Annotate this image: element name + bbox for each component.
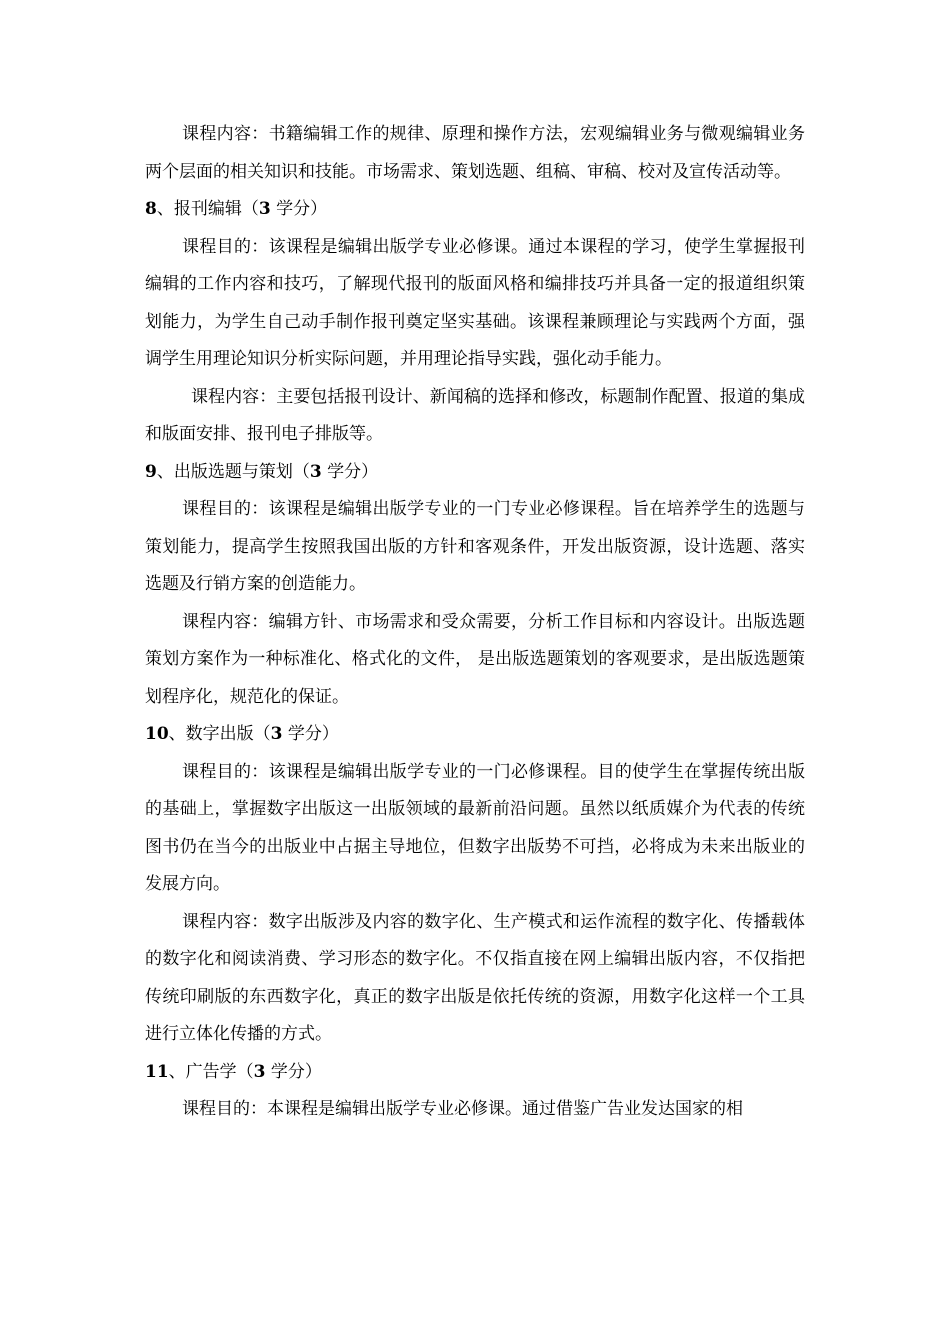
section-title: 、出版选题与策划（ xyxy=(156,461,310,482)
credit-number: 3 xyxy=(270,724,283,744)
paragraph-digital-publishing-content: 课程内容：数字出版涉及内容的数字化、生产模式和运作流程的数字化、传播载体的数字化和阅读消费、学习形态的数字化。不仅指直接在网上编辑出版内容，不仅指把传统印刷版的东西数字化，真正的数字出版是依托传统的资源，用数字化这样一个工具进行立体化传播的方式。 xyxy=(145,911,805,1044)
credit-unit: 学分） xyxy=(276,199,328,219)
credit-unit: 学分） xyxy=(287,724,339,744)
section-number: 11 xyxy=(145,1061,169,1082)
section-heading-10 xyxy=(145,716,805,754)
section-title: 、报刊编辑（ xyxy=(156,199,259,219)
document-body xyxy=(145,116,805,1129)
paragraph-advertising-purpose: 课程目的：本课程是编辑出版学专业必修课。通过借鉴广告业发达国家的相 xyxy=(182,1099,743,1119)
paragraph-digital-publishing-purpose: 课程目的：该课程是编辑出版学专业的一门必修课程。目的使学生在掌握传统出版的基础上，掌握数字出版这一出版领域的最新前沿问题。虽然以纸质媒介为代表的传统图书仍在当今的出版业中占据主导地位，但数字出版势不可挡，必将成为未来出版业的发展方向。 xyxy=(145,761,805,894)
credit-number: 3 xyxy=(253,1061,266,1082)
section-number: 9 xyxy=(145,461,157,482)
paragraph-book-editing-content: 课程内容：书籍编辑工作的规律、原理和操作方法，宏观编辑业务与微观编辑业务两个层面的相关知识和技能。市场需求、策划选题、组稿、审稿、校对及宣传活动等。 xyxy=(145,124,805,182)
credit-number: 3 xyxy=(258,199,271,219)
credit-unit: 学分） xyxy=(270,1061,322,1082)
paragraph-newspaper-editing-content: 课程内容：主要包括报刊设计、新闻稿的选择和修改，标题制作配置、报道的集成和版面安排、报刊电子排版等。 xyxy=(145,386,805,444)
section-heading-9 xyxy=(145,454,805,492)
paragraph-newspaper-editing-purpose: 课程目的：该课程是编辑出版学专业必修课。通过本课程的学习，使学生掌握报刊编辑的工作内容和技巧，了解现代报刊的版面风格和编排技巧并具备一定的报道组织策划能力，为学生自己动手制作报刊奠定坚实基础。该课程兼顾理论与实践两个方面，强调学生用理论知识分析实际问题，并用理论指导实践，强化动手能力。 xyxy=(145,236,805,369)
section-number: 8 xyxy=(145,199,157,219)
section-title: 、数字出版（ xyxy=(168,724,271,744)
section-heading-8 xyxy=(145,191,805,229)
credit-unit: 学分） xyxy=(327,461,379,482)
paragraph-topic-planning-content: 课程内容：编辑方针、市场需求和受众需要，分析工作目标和内容设计。出版选题策划方案作为一种标准化、格式化的文件， 是出版选题策划的客观要求，是出版选题策划程序化，规范化的保证。 xyxy=(145,611,805,707)
credit-number: 3 xyxy=(309,461,322,482)
section-heading-11 xyxy=(145,1054,805,1092)
paragraph-topic-planning-purpose: 课程目的：该课程是编辑出版学专业的一门专业必修课程。旨在培养学生的选题与策划能力，提高学生按照我国出版的方针和客观条件，开发出版资源，设计选题、落实选题及行销方案的创造能力。 xyxy=(145,499,805,594)
section-title: 、广告学（ xyxy=(168,1061,254,1082)
section-number: 10 xyxy=(145,724,169,744)
